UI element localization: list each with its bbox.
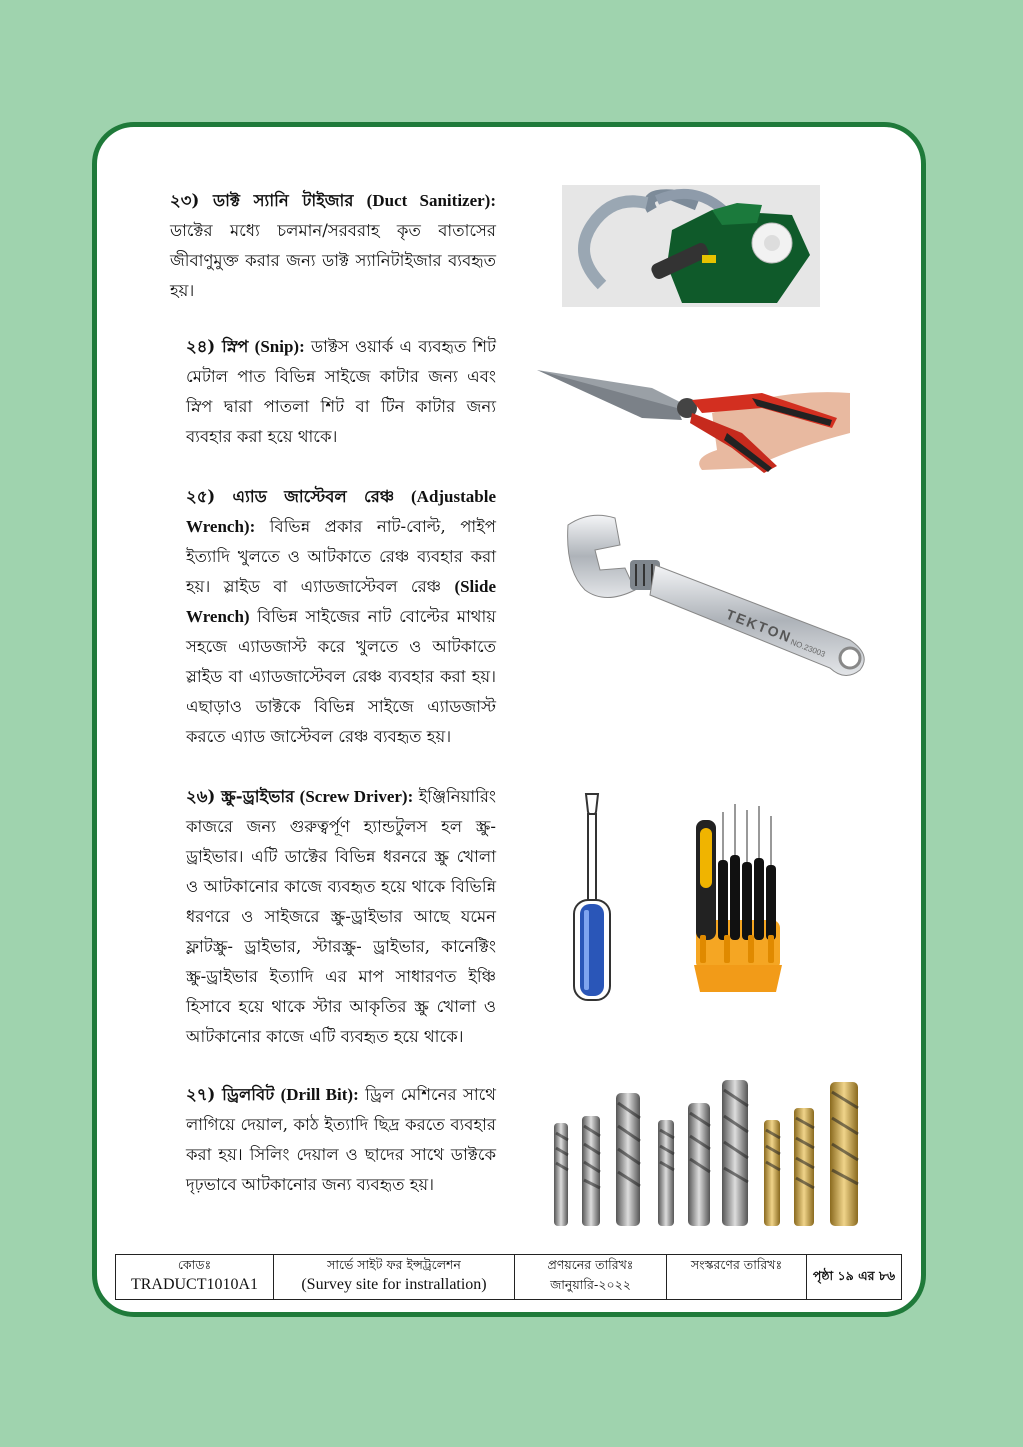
section-text bbox=[186, 782, 496, 1052]
footer-code-value: TRADUCT1010A1 bbox=[130, 1276, 259, 1293]
section-heading-en: (Snip): bbox=[254, 337, 305, 356]
section-body-en: (Slide Wrench) bbox=[186, 577, 496, 626]
section-adjustable-wrench bbox=[186, 482, 496, 752]
screwdriver-set-image bbox=[690, 800, 786, 998]
section-drill-bit bbox=[186, 1080, 496, 1200]
section-heading: ২৩) ডাক্ট স্যানি টাইজার bbox=[170, 191, 354, 210]
section-body-2: বিভিন্ন সাইজের নাট বোল্টের মাথায় সহজে এ্যাডজাস্ট করে খুলতে ও আটকাতে স্লাইড বা এ্যাডজাস্টেবল রেঞ্চ ব্যবহার করা হয়। এছাড়াও ডাক্টকে বিভিন্ন সাইজে এ্যাডজাস্ট করতে এ্যাড জাস্টেবল রেঞ্চ ব্যবহৃত হয়। bbox=[186, 607, 496, 746]
section-heading-en: (Drill Bit): bbox=[280, 1085, 359, 1104]
footer-prep-label: প্রণয়নের তারিখঃ bbox=[547, 1257, 634, 1272]
section-heading-en: (Screw Driver): bbox=[299, 787, 414, 806]
section-duct-sanitizer bbox=[170, 186, 496, 306]
footer-code-cell bbox=[116, 1255, 274, 1300]
footer-prep-cell bbox=[515, 1255, 667, 1300]
wrench-brand: TEKTON bbox=[723, 605, 795, 646]
section-snip bbox=[186, 332, 496, 452]
footer-code-label: কোডঃ bbox=[177, 1257, 212, 1272]
duct-sanitizer-image bbox=[562, 185, 820, 307]
footer-title-en: (Survey site for instrallation) bbox=[301, 1276, 487, 1293]
footer-page-number: পৃষ্ঠা ১৯ এর ৮৬ bbox=[807, 1255, 902, 1300]
footer-table bbox=[115, 1254, 902, 1300]
section-text bbox=[186, 482, 496, 752]
footer-prep-value: জানুয়ারি-২০২২ bbox=[550, 1277, 631, 1292]
footer-rev-label: সংস্করণের তারিখঃ bbox=[690, 1257, 783, 1272]
section-heading: ২৬) স্ক্রু-ড্রাইভার bbox=[186, 787, 295, 806]
section-body: ইঞ্জিনিয়ারিং কাজরে জন্য গুরুত্বর্পূণ হ্যান্ডটুলস হল স্ক্রু-ড্রাইভার। এটি ডাক্টের বিভিন্ন ধরনরে স্ক্রু খোলা ও আটকানোর কাজে ব্যবহৃত হয়ে থাকে বিভিন্নি ধরণরে ও সাইজরে স্ক্রু-ড্রাইভার আছে যমেন ফ্লাটস্ক্রু- ড্রাইভার, স্টারস্ক্রু- ড্রাইভার, কানেক্টিং স্ক্রু-ড্রাইভার ইত্যাদি এর মাপ সাধারণত ইঞ্চি হিসাবে হয়ে থাকে স্টার আকৃতির স্ক্রু খোলা ও আটকানোর কাজে এটি ব্যবহৃত হয়ে থাকে। bbox=[186, 787, 497, 1046]
section-text bbox=[170, 186, 496, 306]
section-body: ডাক্টের মধ্যে চলমান/সরবরাহ কৃত বাতাসের জীবাণুমুক্ত করার জন্য ডাক্ট স্যানিটাইজার ব্যবহৃত হয়। bbox=[170, 221, 496, 300]
snip-image bbox=[532, 358, 854, 478]
section-heading: ২৪) স্নিপ bbox=[186, 337, 249, 356]
section-body: ডাক্টস ওয়ার্ক এ ব্যবহৃত শিট মেটাল পাত বিভিন্ন সাইজে কাটার জন্য এবং স্নিপ দ্বারা পাতলা শিট বা টিন কাটার জন্য ব্যবহার করা হয়ে থাকে। bbox=[186, 337, 496, 446]
section-body: ড্রিল মেশিনের সাথে লাগিয়ে দেয়াল, কাঠ ইত্যাদি ছিদ্র করতে ব্যবহার করা হয়। সিলিং দেয়াল ও ছাদের সাথে ডাক্টকে দৃঢ়ভাবে আটকানোর জন্য ব্যবহৃত হয়। bbox=[186, 1085, 496, 1194]
section-screw-driver bbox=[186, 782, 496, 1052]
footer-title-bn: সার্ভে সাইট ফর ইন্সট্রলেশন bbox=[327, 1257, 461, 1272]
adjustable-wrench-image bbox=[560, 510, 876, 690]
section-body: বিভিন্ন প্রকার নাট-বোল্ট, পাইপ ইত্যাদি খুলতে ও আটকাতে রেঞ্চ ব্যবহার করা হয়। স্লাইড বা এ্যাডজাস্টেবল রেঞ্চ bbox=[186, 517, 496, 596]
drill-bits-image bbox=[548, 1078, 866, 1228]
section-text bbox=[186, 332, 496, 452]
section-text bbox=[186, 1080, 496, 1200]
footer-title-cell bbox=[274, 1255, 515, 1300]
screwdriver-image bbox=[566, 792, 618, 1002]
section-heading: ২৫) এ্যাড জাস্টেবল রেঞ্চ bbox=[186, 487, 395, 506]
section-heading: ২৭) ড্রিলবিট bbox=[186, 1085, 275, 1104]
section-heading-en: (Duct Sanitizer): bbox=[366, 191, 496, 210]
wrench-code: NO.23003 bbox=[789, 637, 827, 659]
footer-rev-cell bbox=[667, 1255, 807, 1300]
section-heading-en: (Adjustable Wrench): bbox=[186, 487, 497, 536]
